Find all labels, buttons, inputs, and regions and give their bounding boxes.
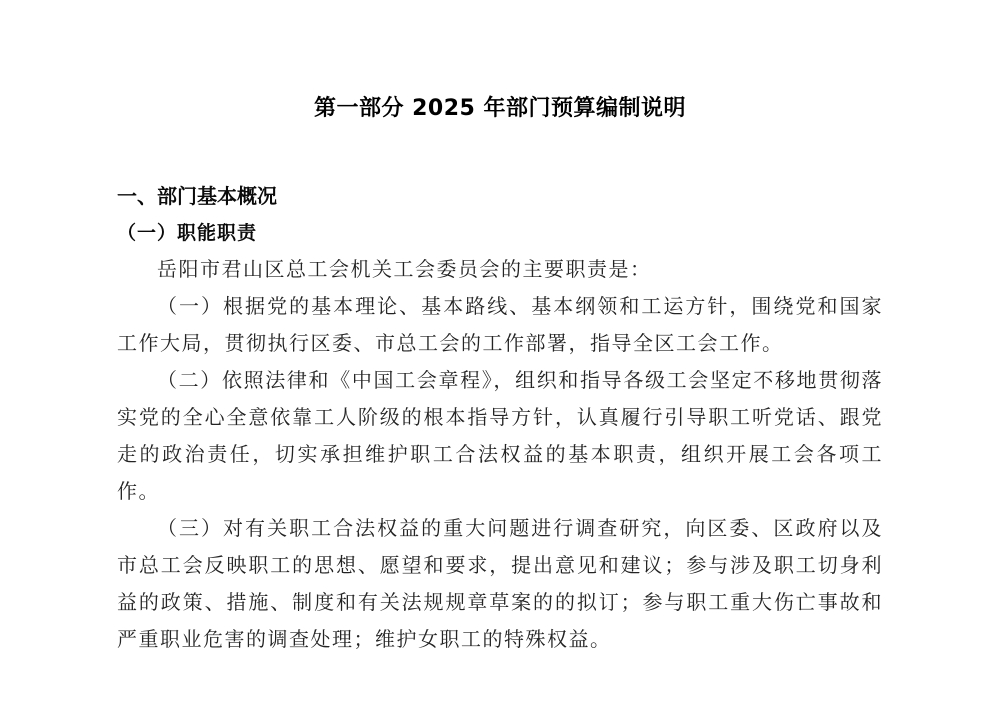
document-content <box>117 0 883 659</box>
section-heading-basic-overview: 一、部门基本概况 <box>117 184 277 208</box>
subsection-heading-duties: （一）职能职责 <box>117 222 258 244</box>
paragraph-duty-1: （一）根据党的基本理论、基本路线、基本纲领和工运方针，围绕党和国家工作大局，贯彻执行区委、市总工会的工作部署，指导全区工会工作。 <box>117 296 883 355</box>
paragraph-duty-2: （二）依照法律和《中国工会章程》，组织和指导各级工会坚定不移地贯彻落实党的全心全意依靠工人阶级的根本指导方针，认真履行引导职工听党话、跟党走的政治责任，切实承担维护职工合法权益的基本职责，组织开展工会各项工作。 <box>117 370 883 503</box>
paragraph-duty-3: （三）对有关职工合法权益的重大问题进行调查研究，向区委、区政府以及市总工会反映职工的思想、愿望和要求，提出意见和建议；参与涉及职工切身利益的政策、措施、制度和有关法规规章草案的的拟订；参与职工重大伤亡事故和严重职业危害的调查处理；维护女职工的特殊权益。 <box>117 518 883 651</box>
document-title: 第一部分 2025 年部门预算编制说明 <box>313 96 687 121</box>
paragraph-intro: 岳阳市君山区总工会机关工会委员会的主要职责是： <box>157 259 652 281</box>
